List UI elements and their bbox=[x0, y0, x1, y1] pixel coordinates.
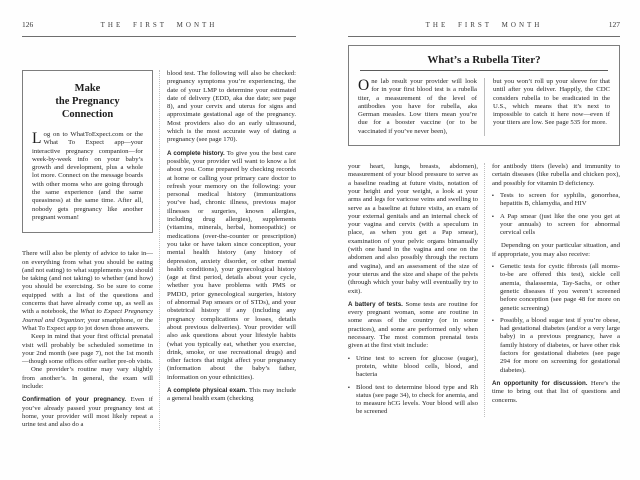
paragraph-text: your smartphone, or the What To Expect app to jot down those answers. bbox=[22, 316, 154, 332]
box-body-text: og on to WhatToExpect.com or the What To Expect app—your interactive pregnancy companion—for week-by-week info on your baby’s growth and development, plus a whole lot more. Connect on the message boards with other moms who are going through the same experience (and the same queasiness) at the same time. After all, nobody gets pregnancy like another pregnant woman! bbox=[32, 131, 143, 221]
box-body-text: ne lab result your provider will look for in your first blood test is a rubella titer, a measurement of the level of antibodies you have for rubella, aka German measles. Low titers mean you’re due for a booster vaccine (or to be vaccinated if you’ve never been), bbox=[358, 78, 477, 135]
page-127 bbox=[320, 0, 640, 480]
paragraph-text: This may include a general health exam (checking bbox=[167, 386, 296, 403]
list-item bbox=[348, 384, 478, 417]
rubella-box-title: What’s a Rubella Titer? bbox=[427, 54, 541, 66]
dropcap-O: O bbox=[358, 77, 370, 94]
pregnancy-connection-box bbox=[22, 70, 153, 233]
title-rule bbox=[360, 70, 608, 71]
dropcap-L: L bbox=[32, 130, 42, 147]
paragraph-text: To give you the best care possible, your provider will want to know a lot about you. Come prepared by checking records at home or calling your primary care doctor to refresh your memory on the following: your personal medical history (immunizations you’ve had, chronic illness, previous major illnesses or surgeries, known allergies, including drug allergies), supplements (vitamins, minerals, herbal, homeopathic) or medications (over-the-counter or prescription) you take or have taken since conception, your mental health history (any history of depression, anxiety disorder, or other mental health conditions), your gynecological history (age at first period, details about your cycle, whether you have problems with PMS or PMDD, prior gynecological surgeries, history of abnormal Pap smears or of STDs), and your obstetrical history if any (including any pregnancy complications or losses, details about previous deliveries). Your provider will also ask questions about your lifestyle habits (what you typically eat, whether you exercise, drink, smoke, or use recreational drugs) and other factors that might affect your pregnancy (information about the baby’s father, information on your ethnicities). bbox=[167, 149, 296, 381]
paragraph: blood test. The following will also be checked: pregnancy symptoms you’re experiencing, the date of your LMP to determine your estimated date of delivery (EDD, aka due date; see page 8), and your cervix and uterus for signs and approximate gestational age of the pregnancy. Most providers also do an early ultrasound, which is the most accurate way of dating a pregnancy (see page 170). bbox=[167, 70, 296, 144]
paragraph bbox=[492, 380, 620, 405]
left-page-columns bbox=[22, 70, 296, 430]
left-page-header bbox=[22, 20, 296, 37]
list-item-text: Tests to screen for syphilis, gonorrhea, hepatitis B, chlamydia, and HIV bbox=[500, 191, 620, 208]
rubella-box-column-2 bbox=[484, 78, 610, 136]
right-page-header bbox=[348, 20, 620, 37]
paragraph bbox=[348, 301, 478, 351]
paragraph: One provider’s routine may vary slightly from another’s. In general, the exam will include: bbox=[22, 366, 153, 391]
running-head: THE FIRST MONTH bbox=[425, 21, 543, 29]
paragraph-text: There will also be plenty of advice to take in—on everything from what you should be eating (and not eating) to what supplements you should be taking (and not taking) to whether (and how) you should be exercising. So be sure to come equipped with a list of the questions and concerns that have already come up, as well as with a notebook, the bbox=[22, 250, 153, 316]
right-page-columns bbox=[348, 163, 620, 417]
bullet-icon: ▪ bbox=[492, 213, 494, 220]
box-title-line: Connection bbox=[61, 109, 114, 120]
list-item bbox=[492, 213, 620, 238]
list-item bbox=[492, 263, 620, 313]
list-item bbox=[348, 355, 478, 380]
book-title-italic: What to Expect Pregnancy Journal and Organizer, bbox=[22, 308, 153, 324]
list-item-text: Urine test to screen for glucose (sugar), protein, white blood cells, blood, and bacteria bbox=[356, 354, 478, 379]
left-page-column-1 bbox=[22, 70, 159, 430]
paragraph-lead: A complete physical exam. bbox=[167, 386, 247, 394]
list-item bbox=[492, 317, 620, 375]
bullet-icon: ▪ bbox=[348, 355, 350, 362]
paragraph: Depending on your particular situation, and if appropriate, you may also receive: bbox=[492, 242, 620, 258]
box-title bbox=[32, 82, 143, 121]
left-page-column-2 bbox=[159, 70, 296, 430]
box-body-text: but you won’t roll up your sleeve for that until after you deliver. Happily, the CDC considers rubella to be eradicated in the U.S., which means that it’s next to impossible to catch it here now—even if your titers are low. See page 535 for more. bbox=[493, 78, 610, 127]
box-title-line: Make bbox=[74, 83, 101, 94]
paragraph-lead: Confirmation of your pregnancy. bbox=[22, 396, 127, 404]
bullet-icon: ▪ bbox=[492, 192, 494, 199]
paragraph-text: Some tests are routine for every pregnant woman, some are routine in some areas of the country (or in some practices), and some are performed only when necessary. The most common prenatal tests given at the first visit include: bbox=[348, 300, 478, 350]
paragraph-text: Even if you’ve already passed your pregnancy test at home, your provider will most likely repeat a urine test and also do a bbox=[22, 396, 153, 429]
paragraph-lead: A complete history. bbox=[167, 149, 225, 157]
box-body bbox=[358, 78, 477, 136]
list-item-text: Possibly, a blood sugar test if you’re obese, had gestational diabetes (and/or a very large baby) in a previous pregnancy, have a family history of diabetes, or have other risk factors for gestational diabetes (see page 294 for more on screening for gestational diabetes). bbox=[500, 316, 620, 374]
right-page-column-1 bbox=[348, 163, 484, 417]
right-page-column-2 bbox=[484, 163, 620, 417]
bullet-icon: ▪ bbox=[492, 264, 494, 271]
paragraph-text: Here’s the time to bring out that list of questions and concerns. bbox=[492, 379, 621, 404]
paragraph-lead: An opportunity for discussion. bbox=[492, 379, 588, 387]
list-item-text: Blood test to determine blood type and Rh status (see page 34), to check for anemia, and to measure hCG levels. Your blood will also be screened bbox=[356, 383, 478, 416]
paragraph bbox=[22, 250, 153, 333]
rubella-box-columns bbox=[358, 78, 610, 136]
paragraph: Keep in mind that your first official prenatal visit will probably be scheduled sometime in your 2nd month (see page 7), not the 1st month—though some offices offer earlier pre-ob visits. bbox=[22, 333, 153, 366]
bullet-icon: ▪ bbox=[348, 384, 350, 391]
rubella-titer-box bbox=[348, 45, 620, 146]
list-item-text: A Pap smear (just like the one you get at your annuals) to screen for abnormal cervical cells bbox=[500, 212, 620, 237]
paragraph: for antibody titers (levels) and immunity to certain diseases (like rubella and chicken pox), and possibly for vitamin D deficiency. bbox=[492, 163, 620, 187]
folio-number: 127 bbox=[608, 20, 620, 29]
folio-number: 126 bbox=[22, 20, 34, 29]
list-item-text: Genetic tests for cystic fibrosis (all moms-to-be are offered this test), sickle cell anemia, thalassemia, Tay-Sachs, or other genetic diseases if you weren’t screened before conception (see page 48 for more on genetic screening) bbox=[500, 263, 620, 312]
paragraph: your heart, lungs, breasts, abdomen), measurement of your blood pressure to serve as a baseline reading at future visits, notation of your height and your weight, a look at your arms and legs for varicose veins and swelling to serve as a baseline at future visits, an exam of your external genitals and an internal check of your vagina and cervix (with a speculum in place, as when you get a Pap smear), examination of your pelvic organs bimanually (with one hand in the vagina and one on the abdomen and also possibly through the rectum and vagina), and an assessment of the size of your uterus and the size and shape of the pelvis (through which your baby will eventually try to exit). bbox=[348, 163, 478, 295]
box-body bbox=[32, 131, 143, 222]
paragraph bbox=[167, 150, 296, 382]
list-item bbox=[492, 192, 620, 209]
box-title-line: the Pregnancy bbox=[55, 96, 120, 107]
bullet-icon: ▪ bbox=[492, 317, 494, 324]
running-head: THE FIRST MONTH bbox=[100, 21, 218, 29]
paragraph bbox=[22, 396, 153, 429]
rubella-box-column-1 bbox=[358, 78, 484, 136]
paragraph-lead: A battery of tests. bbox=[348, 300, 403, 308]
paragraph bbox=[167, 387, 296, 404]
